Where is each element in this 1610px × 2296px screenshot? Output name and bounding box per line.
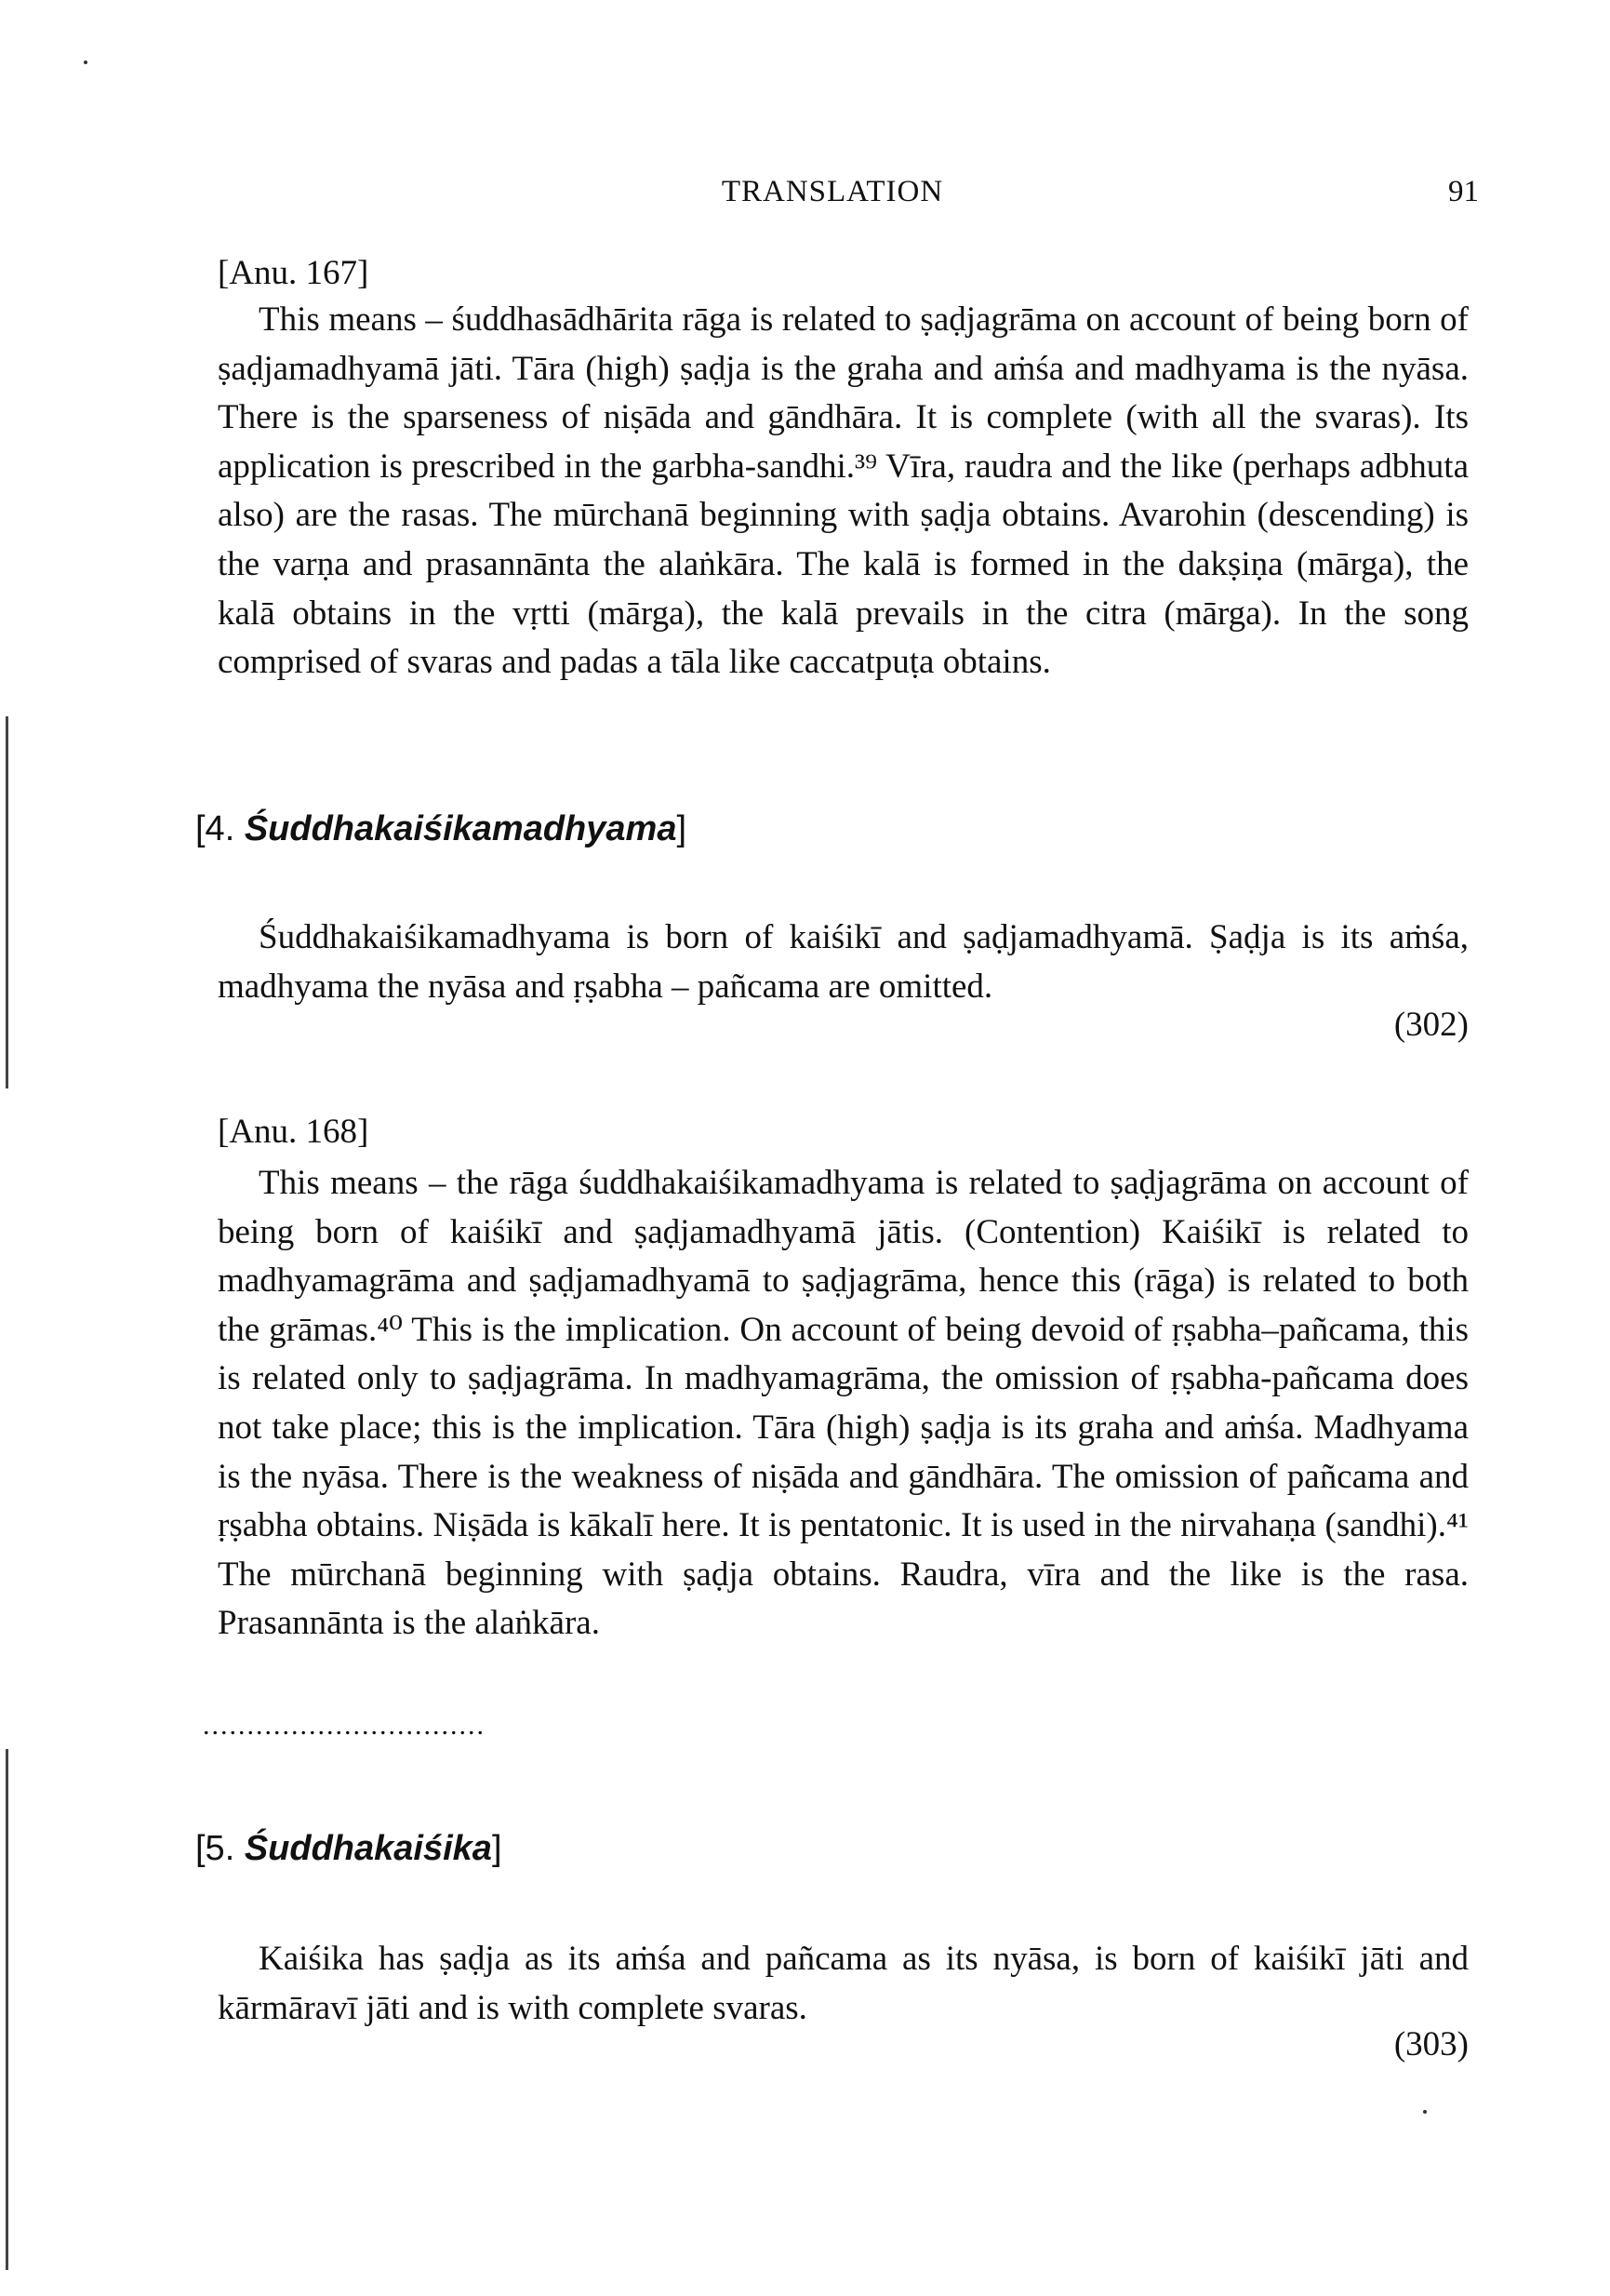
verse-303: [218, 1935, 1469, 2033]
scan-speck: [1423, 2110, 1427, 2114]
verse-303-text: Kaiśika has ṣaḍja as its aṁśa and pañcama as its nyāsa, is born of kaiśikī jāti and kārmāravī jāti and is with complete svaras.: [218, 1940, 1469, 2027]
verse-302: [218, 914, 1469, 1011]
scan-edge-shadow-lower: [6, 1749, 8, 2270]
section-heading-5: [195, 1829, 502, 1869]
anu-168-label: [Anu. 168]: [218, 1113, 369, 1151]
section-heading-4: [195, 809, 686, 849]
anu-168-paragraph: This means – the rāga śuddhakaiśikamadhyama is related to ṣaḍjagrāma on account of being born of kaiśikī and ṣaḍjamadhyamā jātis. (Contention) Kaiśikī is related to madhyamagrāma and ṣaḍjamadhyamā to ṣaḍjagrāma, hence this (rāga) is related to both the grāmas.⁴⁰ This is the implication. On account of being devoid of ṛṣabha–pañcama, this is related only to ṣaḍjagrāma. In madhyamagrāma, the omission of ṛṣabha-pañcama does not take place; this is the implication. Tāra (high) ṣaḍja is its graha and aṁśa. Madhyama is the nyāsa. There is the weakness of niṣāda and gāndhāra. The omission of pañcama and ṛṣabha obtains. Niṣāda is kākalī here. It is pentatonic. It is used in the nirvahaṇa (sandhi).⁴¹ The mūrchanā beginning with ṣaḍja obtains. Raudra, vīra and the like is the rasa. Prasannānta is the alaṅkāra.: [218, 1164, 1469, 1643]
section-heading-4-number: [4.: [195, 809, 245, 848]
anu-167-body: [218, 296, 1469, 687]
section-heading-5-number: [5.: [195, 1829, 245, 1868]
section-heading-5-name: Śuddhakaiśika: [244, 1829, 492, 1868]
page-number: 91: [1448, 175, 1479, 208]
anu-167-label: [Anu. 167]: [218, 254, 369, 292]
scan-speck: [84, 60, 87, 64]
scan-edge-shadow-upper: [6, 716, 8, 1088]
verse-302-text: Śuddhakaiśikamadhyama is born of kaiśikī and ṣaḍjamadhyamā. Ṣaḍja is its aṁśa, madhyama the nyāsa and ṛṣabha – pañcama are omitted.: [218, 918, 1469, 1006]
running-title: TRANSLATION: [721, 175, 944, 208]
anu-168-body: [218, 1159, 1469, 1649]
page-header: [186, 169, 1479, 216]
section-heading-4-close: ]: [676, 809, 687, 848]
section-heading-4-name: Śuddhakaiśikamadhyama: [244, 809, 677, 848]
verse-303-number: (303): [1393, 2025, 1469, 2063]
anu-167-paragraph: This means – śuddhasādhārita rāga is related to ṣaḍjagrāma on account of being born of ṣaḍjamadhyamā jāti. Tāra (high) ṣaḍja is the graha and aṁśa and madhyama is the nyāsa. There is the sparseness of niṣāda and gāndhāra. It is complete (with all the svaras). Its application is prescribed in the garbha-sandhi.³⁹ Vīra, raudra and the like (perhaps adbhuta also) are the rasas. The mūrchanā beginning with ṣaḍja obtains. Avarohin (descending) is the varṇa and prasannānta the alaṅkāra. The kalā is formed in the dakṣiṇa (mārga), the kalā obtains in the vṛtti (mārga), the kalā prevails in the citra (mārga). In the song comprised of svaras and padas a tāla like caccatpuṭa obtains.: [218, 300, 1469, 682]
section-heading-5-close: ]: [491, 1829, 502, 1868]
verse-302-number: (302): [1393, 1006, 1469, 1044]
section-separator: ................................: [203, 1710, 486, 1741]
